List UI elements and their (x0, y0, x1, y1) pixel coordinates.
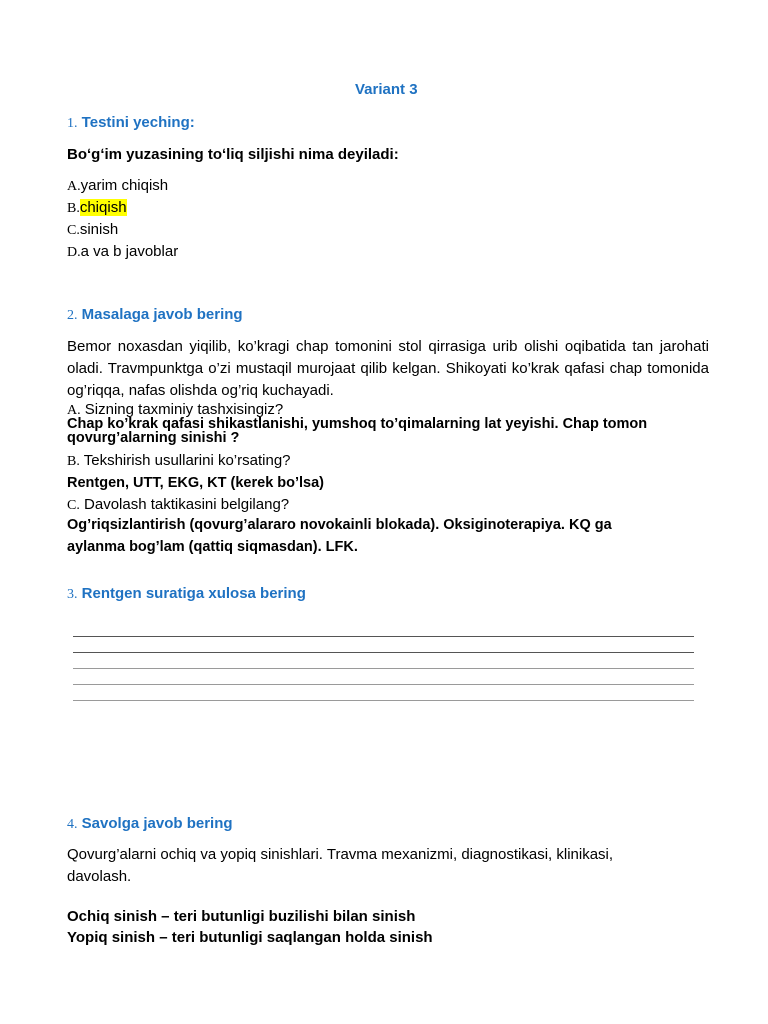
q1-option-a-text: yarim chiqish (80, 177, 169, 194)
q1-heading-text: Testini yeching: (81, 114, 195, 131)
q3-number: 3. (67, 587, 78, 602)
q4-answer-line2: Yopiq sinish – teri butunligi saqlangan holda sinish (67, 929, 433, 946)
q2-c-answer-line1: Og’riqsizlantirish (qovurg’alararo novokainli blokada). Oksiginoterapiya. KQ ga (67, 517, 612, 533)
q3-heading (67, 585, 306, 603)
q2-c-answer-line2: aylanma bog’lam (qattiq siqmasdan). LFK. (67, 539, 358, 555)
q4-heading-text: Savolga javob bering (81, 815, 233, 832)
q2-a-answer-line2: qovurg’alarning sinishi ? (67, 430, 240, 446)
q2-heading (67, 306, 243, 324)
q2-c-letter: C. (67, 498, 80, 513)
q2-b-letter: B. (67, 454, 80, 469)
q3-heading-text: Rentgen suratiga xulosa bering (81, 585, 306, 602)
answer-line-4 (73, 684, 694, 685)
q1-option-c (67, 221, 118, 239)
q2-c-question-text: Davolash taktikasini belgilang? (84, 496, 290, 513)
q4-heading (67, 815, 233, 833)
q2-a-letter: A. (67, 403, 81, 418)
q1-option-b (67, 199, 127, 217)
answer-line-3 (73, 668, 694, 669)
q1-option-b-text-highlighted: chiqish (79, 199, 127, 216)
q2-b-answer: Rentgen, UTT, EKG, KT (kerek bo’lsa) (67, 475, 325, 491)
q2-b-question-text: Tekshirish usullarini ko’rsating? (83, 452, 291, 469)
q1-question: Boʻgʻim yuzasining toʻliq siljishi nima deyiladi: (67, 146, 399, 163)
q2-c-question (67, 496, 289, 514)
q1-option-b-letter: B. (67, 201, 80, 216)
q1-option-d-text: a va b javoblar (80, 243, 179, 260)
q2-paragraph: Bemor noxasdan yiqilib, ko’kragi chap tomonini stol qirrasiga urib olishi oqibatida tan jarohati oladi. Travmpunktga o’zi mustaqil murojaat qilib kelgan. Shikoyati ko’krak qafasi chap tomonida og’riqqa, nafas olishda og’riq kuchayadi. (67, 338, 709, 399)
q1-option-d-letter: D. (67, 245, 81, 260)
answer-line-1 (73, 636, 694, 637)
q2-b-question (67, 452, 291, 470)
q2-number: 2. (67, 308, 78, 323)
q1-number: 1. (67, 116, 78, 131)
q2-heading-text: Masalaga javob bering (81, 306, 243, 323)
q2-a-question-text: Sizning taxminiy tashxisingiz? (84, 401, 284, 418)
q1-option-a-letter: A. (67, 179, 81, 194)
q1-option-a (67, 177, 168, 195)
q4-question: Qovurg’alarni ochiq va yopiq sinishlari. Travma mexanizmi, diagnostikasi, klinikasi, davolash. (67, 846, 614, 885)
q4-number: 4. (67, 817, 78, 832)
q1-option-d (67, 243, 178, 261)
q2-a-answer-line1: Chap ko’krak qafasi shikastlanishi, yumshoq to’qimalarning lat yeyishi. Chap tomon (67, 416, 648, 432)
answer-line-5 (73, 700, 694, 701)
q1-heading (67, 114, 195, 132)
q1-option-c-letter: C. (67, 223, 80, 238)
q1-option-c-text: sinish (79, 221, 119, 238)
page-title: Variant 3 (355, 81, 418, 98)
q4-answer-line1: Ochiq sinish – teri butunligi buzilishi bilan sinish (67, 908, 416, 925)
answer-line-2 (73, 652, 694, 653)
